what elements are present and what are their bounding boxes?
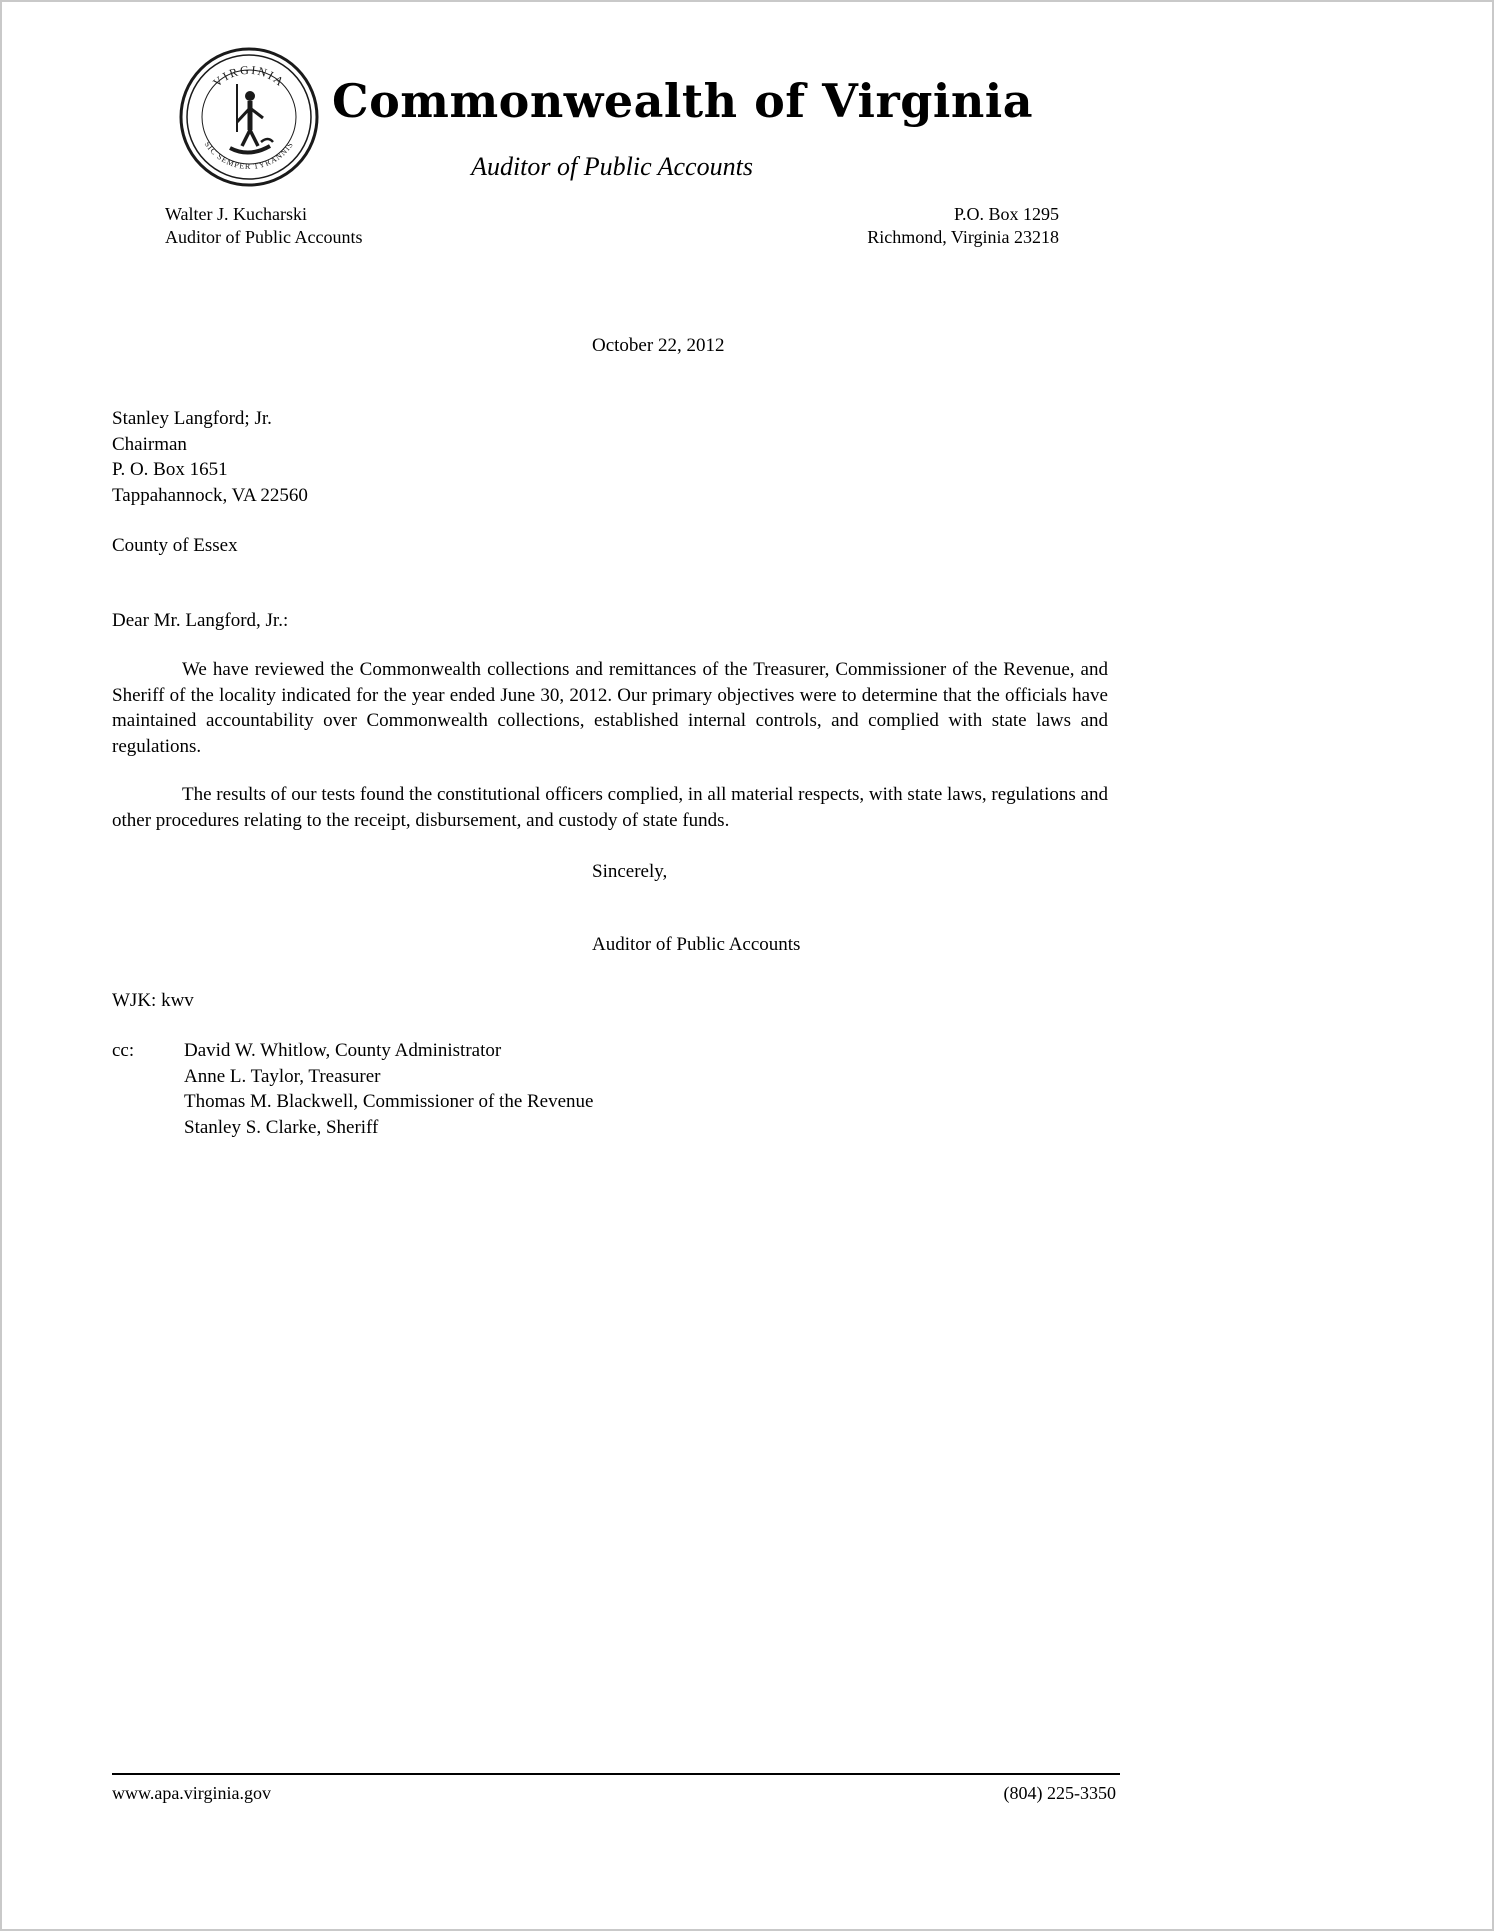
body-paragraph: We have reviewed the Commonwealth collections and remittances of the Treasurer, Commissioner of the Revenue, and Sheriff of the locality indicated for the year ended June 30, 2012. Our primary objectives were to determine that the officials have maintained accountability over Commonwealth collections, established internal controls, and complied with state laws and regulations. bbox=[112, 659, 1108, 757]
official-name: Walter J. Kucharski bbox=[165, 204, 308, 224]
recipient-address-block bbox=[112, 406, 308, 508]
city-state-zip-line: Richmond, Virginia 23218 bbox=[867, 227, 1059, 247]
cc-list bbox=[184, 1038, 593, 1140]
virginia-state-seal-icon bbox=[178, 46, 320, 188]
seal-virtus-figure bbox=[230, 84, 273, 153]
recipient-po-box: P. O. Box 1651 bbox=[112, 459, 228, 480]
cc-label: cc: bbox=[112, 1040, 135, 1061]
recipient-title: Chairman bbox=[112, 433, 187, 455]
seal-bottom-text: SIC SEMPER TYRANNIS bbox=[202, 139, 296, 172]
letterhead-address-block bbox=[867, 203, 1059, 249]
cc-block bbox=[112, 1038, 593, 1140]
reference-initials: WJK: kwv bbox=[112, 990, 194, 1011]
cc-recipient: Thomas M. Blackwell, Commissioner of the Revenue bbox=[184, 1091, 594, 1112]
closing-line: Sincerely, bbox=[592, 861, 668, 882]
po-box-line: P.O. Box 1295 bbox=[953, 204, 1059, 224]
footer-phone: (804) 225-3350 bbox=[1003, 1783, 1116, 1803]
svg-text:VIRGINIA bbox=[210, 63, 288, 90]
letterhead-title: Commonwealth of Virginia bbox=[332, 74, 1034, 128]
letterhead-subtitle: Auditor of Public Accounts bbox=[471, 152, 753, 181]
recipient-city-line: Tappahannock, VA 22560 bbox=[112, 484, 308, 506]
cc-recipient: Anne L. Taylor, Treasurer bbox=[184, 1065, 381, 1087]
salutation: Dear Mr. Langford, Jr.: bbox=[112, 610, 289, 631]
recipient-name: Stanley Langford; Jr. bbox=[112, 408, 272, 429]
locality-line: County of Essex bbox=[112, 535, 238, 556]
footer-website: www.apa.virginia.gov bbox=[112, 1783, 271, 1803]
svg-text:SIC SEMPER TYRANNIS bbox=[203, 140, 296, 171]
cc-recipient: David W. Whitlow, County Administrator bbox=[184, 1040, 502, 1061]
footer-divider bbox=[112, 1773, 1120, 1775]
cc-recipient: Stanley S. Clarke, Sheriff bbox=[184, 1116, 379, 1138]
official-title: Auditor of Public Accounts bbox=[165, 227, 363, 247]
letter-date: October 22, 2012 bbox=[592, 335, 725, 356]
body-paragraph: The results of our tests found the constitutional officers complied, in all material respects, with state laws, regulations and other procedures relating to the receipt, disbursement, and custody of state funds. bbox=[112, 784, 1108, 831]
seal-top-text: VIRGINIA bbox=[210, 62, 288, 90]
signer-title: Auditor of Public Accounts bbox=[592, 934, 801, 955]
letterhead-official-block bbox=[165, 203, 362, 249]
